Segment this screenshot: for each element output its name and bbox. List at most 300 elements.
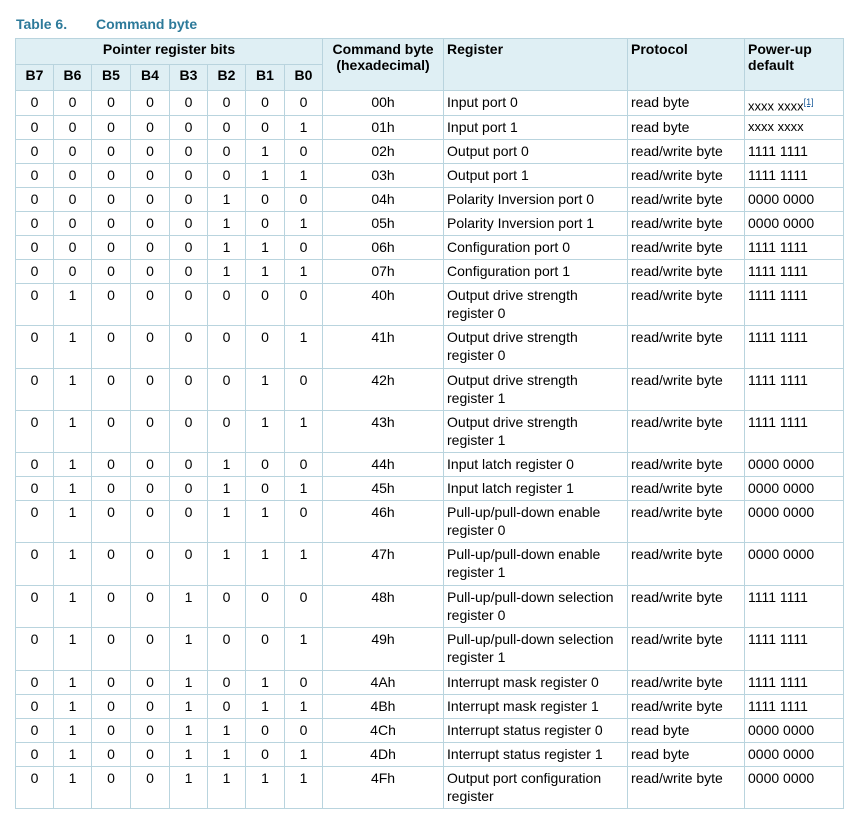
powerup-cell xyxy=(745,719,844,743)
bit-cell: 1 xyxy=(54,326,92,369)
bit-cell: 0 xyxy=(246,284,285,326)
command-cell: 4Dh xyxy=(323,743,444,767)
bit-cell: 0 xyxy=(16,236,54,260)
command-cell: 44h xyxy=(323,453,444,477)
table-row xyxy=(16,501,844,543)
bit-cell: 1 xyxy=(208,543,246,586)
table-row xyxy=(16,369,844,411)
table-row xyxy=(16,212,844,236)
bit-cell: 1 xyxy=(285,695,323,719)
bit-cell: 1 xyxy=(170,628,208,671)
bit-cell: 0 xyxy=(92,743,131,767)
bit-cell: 0 xyxy=(16,212,54,236)
bit-cell: 1 xyxy=(54,671,92,695)
bit-cell: 0 xyxy=(16,284,54,326)
bit-cell: 0 xyxy=(92,501,131,543)
table-row xyxy=(16,91,844,116)
bit-cell: 0 xyxy=(92,671,131,695)
powerup-cell xyxy=(745,628,844,671)
bit-cell: 0 xyxy=(208,284,246,326)
bit-cell: 0 xyxy=(131,164,170,188)
powerup-cell xyxy=(745,284,844,326)
command-byte-table xyxy=(15,38,844,809)
powerup-value: 1111 1111 xyxy=(748,143,808,160)
bit-cell: 0 xyxy=(170,284,208,326)
register-cell: Polarity Inversion port 1 xyxy=(444,212,628,236)
bit-cell: 0 xyxy=(16,543,54,586)
bit-header: B2 xyxy=(208,65,246,91)
bit-cell: 0 xyxy=(131,116,170,140)
bit-cell: 0 xyxy=(54,164,92,188)
bit-cell: 0 xyxy=(208,91,246,116)
bit-cell: 0 xyxy=(208,671,246,695)
command-cell: 02h xyxy=(323,140,444,164)
powerup-cell xyxy=(745,188,844,212)
table-row xyxy=(16,140,844,164)
bit-cell: 0 xyxy=(16,91,54,116)
table-row xyxy=(16,586,844,628)
bit-cell: 0 xyxy=(246,188,285,212)
table-row xyxy=(16,326,844,369)
bit-cell: 1 xyxy=(208,453,246,477)
command-cell: 43h xyxy=(323,411,444,453)
bit-cell: 0 xyxy=(170,212,208,236)
bit-header: B4 xyxy=(131,65,170,91)
bit-cell: 0 xyxy=(170,369,208,411)
command-cell: 4Ch xyxy=(323,719,444,743)
bit-cell: 0 xyxy=(170,140,208,164)
bit-cell: 0 xyxy=(285,586,323,628)
bit-cell: 0 xyxy=(131,501,170,543)
bit-cell: 0 xyxy=(246,453,285,477)
bit-cell: 0 xyxy=(285,236,323,260)
bit-cell: 1 xyxy=(54,411,92,453)
register-cell: Input latch register 0 xyxy=(444,453,628,477)
command-cell: 45h xyxy=(323,477,444,501)
bit-cell: 0 xyxy=(170,116,208,140)
bit-cell: 0 xyxy=(16,326,54,369)
powerup-value: 1111 1111 xyxy=(748,329,808,346)
bit-cell: 0 xyxy=(131,411,170,453)
bit-cell: 0 xyxy=(16,719,54,743)
powerup-cell xyxy=(745,477,844,501)
powerup-value: 0000 0000 xyxy=(748,746,815,763)
bit-header: B7 xyxy=(16,65,54,91)
powerup-cell xyxy=(745,326,844,369)
bit-cell: 1 xyxy=(54,369,92,411)
pointer-bits-header: Pointer register bits xyxy=(16,39,323,65)
protocol-cell: read/write byte xyxy=(628,628,745,671)
bit-cell: 0 xyxy=(131,236,170,260)
powerup-cell xyxy=(745,743,844,767)
bit-cell: 1 xyxy=(246,767,285,809)
bit-cell: 0 xyxy=(131,212,170,236)
bit-cell: 0 xyxy=(92,212,131,236)
table-row xyxy=(16,188,844,212)
protocol-cell: read/write byte xyxy=(628,369,745,411)
table-row xyxy=(16,477,844,501)
table-row xyxy=(16,260,844,284)
bit-cell: 1 xyxy=(246,543,285,586)
register-cell: Output drive strength register 1 xyxy=(444,369,628,411)
bit-cell: 1 xyxy=(208,501,246,543)
bit-cell: 1 xyxy=(285,743,323,767)
bit-cell: 0 xyxy=(208,164,246,188)
bit-cell: 0 xyxy=(131,543,170,586)
powerup-cell xyxy=(745,260,844,284)
bit-cell: 0 xyxy=(92,477,131,501)
bit-header: B0 xyxy=(285,65,323,91)
bit-cell: 0 xyxy=(54,212,92,236)
bit-cell: 0 xyxy=(170,543,208,586)
bit-cell: 1 xyxy=(208,719,246,743)
bit-cell: 1 xyxy=(54,743,92,767)
bit-cell: 0 xyxy=(92,91,131,116)
bit-cell: 1 xyxy=(54,719,92,743)
bit-cell: 0 xyxy=(54,236,92,260)
bit-cell: 0 xyxy=(16,743,54,767)
register-cell: Configuration port 0 xyxy=(444,236,628,260)
powerup-value: 1111 1111 xyxy=(748,631,808,648)
protocol-cell: read/write byte xyxy=(628,411,745,453)
command-cell: 41h xyxy=(323,326,444,369)
bit-cell: 0 xyxy=(16,586,54,628)
protocol-cell: read/write byte xyxy=(628,501,745,543)
bit-cell: 1 xyxy=(54,586,92,628)
table-row xyxy=(16,743,844,767)
bit-cell: 0 xyxy=(92,284,131,326)
bit-cell: 0 xyxy=(92,326,131,369)
register-cell: Input port 1 xyxy=(444,116,628,140)
bit-cell: 0 xyxy=(170,91,208,116)
powerup-value: 1111 1111 xyxy=(748,589,808,606)
register-cell: Output port configuration register xyxy=(444,767,628,809)
table-row xyxy=(16,453,844,477)
powerup-value: 0000 0000 xyxy=(748,546,815,563)
protocol-cell: read/write byte xyxy=(628,586,745,628)
bit-cell: 0 xyxy=(16,260,54,284)
bit-cell: 1 xyxy=(208,477,246,501)
bit-cell: 0 xyxy=(16,140,54,164)
bit-cell: 1 xyxy=(285,164,323,188)
bit-cell: 1 xyxy=(170,767,208,809)
powerup-cell xyxy=(745,91,844,116)
bit-header: B6 xyxy=(54,65,92,91)
bit-cell: 0 xyxy=(208,116,246,140)
bit-cell: 0 xyxy=(246,743,285,767)
table-row xyxy=(16,116,844,140)
table-row xyxy=(16,164,844,188)
bit-cell: 1 xyxy=(54,628,92,671)
bit-cell: 1 xyxy=(170,695,208,719)
protocol-cell: read byte xyxy=(628,91,745,116)
bit-cell: 1 xyxy=(285,543,323,586)
register-cell: Pull-up/pull-down enable register 0 xyxy=(444,501,628,543)
bit-cell: 0 xyxy=(285,719,323,743)
bit-cell: 0 xyxy=(131,140,170,164)
protocol-header: Protocol xyxy=(628,39,745,91)
bit-cell: 1 xyxy=(170,671,208,695)
protocol-cell: read/write byte xyxy=(628,767,745,809)
bit-cell: 0 xyxy=(92,628,131,671)
bit-cell: 0 xyxy=(246,212,285,236)
bit-cell: 0 xyxy=(170,501,208,543)
protocol-cell: read byte xyxy=(628,719,745,743)
powerup-value: 1111 1111 xyxy=(748,287,808,304)
protocol-cell: read/write byte xyxy=(628,671,745,695)
footnote-link[interactable]: [1] xyxy=(803,97,814,107)
protocol-cell: read byte xyxy=(628,743,745,767)
bit-cell: 0 xyxy=(92,164,131,188)
table-body xyxy=(16,91,844,809)
bit-cell: 0 xyxy=(285,188,323,212)
command-cell: 42h xyxy=(323,369,444,411)
bit-cell: 0 xyxy=(92,116,131,140)
register-cell: Pull-up/pull-down enable register 1 xyxy=(444,543,628,586)
bit-cell: 0 xyxy=(54,91,92,116)
protocol-cell: read/write byte xyxy=(628,477,745,501)
protocol-cell: read/write byte xyxy=(628,212,745,236)
bit-cell: 0 xyxy=(131,369,170,411)
bit-cell: 0 xyxy=(170,260,208,284)
bit-cell: 0 xyxy=(16,477,54,501)
command-cell: 01h xyxy=(323,116,444,140)
bit-cell: 0 xyxy=(131,453,170,477)
powerup-value: 1111 1111 xyxy=(748,698,808,715)
command-cell: 4Ah xyxy=(323,671,444,695)
bit-cell: 0 xyxy=(16,411,54,453)
command-cell: 4Fh xyxy=(323,767,444,809)
bit-cell: 1 xyxy=(208,188,246,212)
bit-cell: 0 xyxy=(16,188,54,212)
powerup-value: xxxx xxxx xyxy=(748,119,804,135)
bit-cell: 0 xyxy=(92,140,131,164)
protocol-cell: read/write byte xyxy=(628,453,745,477)
bit-cell: 0 xyxy=(170,188,208,212)
bit-cell: 0 xyxy=(246,326,285,369)
powerup-cell xyxy=(745,501,844,543)
bit-cell: 1 xyxy=(285,767,323,809)
bit-cell: 1 xyxy=(246,671,285,695)
powerup-value: 0000 0000 xyxy=(748,504,815,521)
bit-cell: 0 xyxy=(285,91,323,116)
bit-cell: 0 xyxy=(92,188,131,212)
bit-cell: 1 xyxy=(54,767,92,809)
powerup-cell xyxy=(745,212,844,236)
powerup-value: 1111 1111 xyxy=(748,263,808,280)
table-title: Command byte xyxy=(96,16,198,32)
bit-cell: 1 xyxy=(246,236,285,260)
command-cell: 4Bh xyxy=(323,695,444,719)
bit-cell: 0 xyxy=(285,671,323,695)
bit-cell: 0 xyxy=(208,411,246,453)
bit-cell: 0 xyxy=(285,140,323,164)
bit-cell: 1 xyxy=(208,236,246,260)
protocol-cell: read/write byte xyxy=(628,326,745,369)
bit-cell: 0 xyxy=(54,116,92,140)
table-number: Table 6. xyxy=(16,16,68,32)
bit-cell: 1 xyxy=(246,695,285,719)
bit-cell: 0 xyxy=(92,543,131,586)
table-row xyxy=(16,767,844,809)
command-cell: 07h xyxy=(323,260,444,284)
protocol-cell: read/write byte xyxy=(628,260,745,284)
protocol-cell: read/write byte xyxy=(628,188,745,212)
bit-cell: 1 xyxy=(54,284,92,326)
bit-cell: 0 xyxy=(285,453,323,477)
bit-cell: 0 xyxy=(16,164,54,188)
bit-cell: 0 xyxy=(170,477,208,501)
bit-cell: 0 xyxy=(16,116,54,140)
bit-cell: 0 xyxy=(16,453,54,477)
powerup-cell xyxy=(745,411,844,453)
bit-cell: 0 xyxy=(92,719,131,743)
command-cell: 48h xyxy=(323,586,444,628)
bit-cell: 0 xyxy=(131,628,170,671)
bit-cell: 1 xyxy=(285,411,323,453)
bit-cell: 0 xyxy=(16,501,54,543)
protocol-cell: read/write byte xyxy=(628,695,745,719)
bit-cell: 1 xyxy=(54,453,92,477)
bit-cell: 1 xyxy=(285,628,323,671)
register-cell: Output drive strength register 1 xyxy=(444,411,628,453)
powerup-cell xyxy=(745,164,844,188)
bit-header: B5 xyxy=(92,65,131,91)
table-row xyxy=(16,671,844,695)
powerup-value: 0000 0000 xyxy=(748,770,815,787)
bit-cell: 0 xyxy=(54,140,92,164)
bit-cell: 0 xyxy=(131,260,170,284)
bit-cell: 0 xyxy=(131,671,170,695)
bit-cell: 0 xyxy=(131,767,170,809)
bit-cell: 1 xyxy=(170,743,208,767)
bit-cell: 0 xyxy=(16,767,54,809)
powerup-value: 1111 1111 xyxy=(748,414,808,431)
bit-cell: 0 xyxy=(92,411,131,453)
bit-cell: 0 xyxy=(92,236,131,260)
bit-cell: 1 xyxy=(246,140,285,164)
bit-cell: 0 xyxy=(92,369,131,411)
table-row xyxy=(16,236,844,260)
command-cell: 47h xyxy=(323,543,444,586)
bit-cell: 0 xyxy=(16,695,54,719)
bit-cell: 0 xyxy=(208,326,246,369)
bit-cell: 0 xyxy=(131,743,170,767)
bit-cell: 0 xyxy=(54,260,92,284)
bit-cell: 0 xyxy=(246,116,285,140)
register-cell: Interrupt mask register 0 xyxy=(444,671,628,695)
bit-cell: 0 xyxy=(208,695,246,719)
bit-cell: 0 xyxy=(131,695,170,719)
bit-cell: 1 xyxy=(246,260,285,284)
bit-cell: 0 xyxy=(246,477,285,501)
protocol-cell: read/write byte xyxy=(628,236,745,260)
bit-cell: 1 xyxy=(208,743,246,767)
bit-cell: 0 xyxy=(170,453,208,477)
bit-cell: 1 xyxy=(246,369,285,411)
bit-cell: 1 xyxy=(285,116,323,140)
powerup-value: 1111 1111 xyxy=(748,674,808,691)
bit-cell: 1 xyxy=(208,212,246,236)
powerup-header: Power-up default xyxy=(745,39,844,91)
bit-cell: 0 xyxy=(246,91,285,116)
table-row xyxy=(16,628,844,671)
register-cell: Input latch register 1 xyxy=(444,477,628,501)
bit-cell: 0 xyxy=(16,671,54,695)
register-cell: Polarity Inversion port 0 xyxy=(444,188,628,212)
protocol-cell: read byte xyxy=(628,116,745,140)
bit-cell: 0 xyxy=(208,586,246,628)
protocol-cell: read/write byte xyxy=(628,284,745,326)
command-cell: 06h xyxy=(323,236,444,260)
register-cell: Pull-up/pull-down selection register 1 xyxy=(444,628,628,671)
protocol-cell: read/write byte xyxy=(628,543,745,586)
register-header: Register xyxy=(444,39,628,91)
powerup-value: 0000 0000 xyxy=(748,722,815,739)
bit-cell: 0 xyxy=(246,628,285,671)
bit-cell: 1 xyxy=(54,695,92,719)
bit-cell: 0 xyxy=(16,628,54,671)
powerup-cell xyxy=(745,543,844,586)
powerup-value: 1111 1111 xyxy=(748,167,808,184)
bit-cell: 0 xyxy=(285,284,323,326)
bit-cell: 1 xyxy=(54,543,92,586)
powerup-cell xyxy=(745,767,844,809)
table-row xyxy=(16,284,844,326)
powerup-value: 0000 0000 xyxy=(748,191,815,208)
command-cell: 40h xyxy=(323,284,444,326)
bit-cell: 0 xyxy=(208,369,246,411)
bit-cell: 0 xyxy=(208,140,246,164)
table-caption xyxy=(16,16,197,32)
bit-header: B3 xyxy=(170,65,208,91)
table-row xyxy=(16,411,844,453)
bit-cell: 0 xyxy=(170,326,208,369)
register-cell: Pull-up/pull-down selection register 0 xyxy=(444,586,628,628)
command-cell: 04h xyxy=(323,188,444,212)
bit-cell: 0 xyxy=(92,767,131,809)
register-cell: Interrupt status register 0 xyxy=(444,719,628,743)
bit-cell: 0 xyxy=(131,91,170,116)
command-cell: 49h xyxy=(323,628,444,671)
bit-cell: 1 xyxy=(285,212,323,236)
powerup-value: 0000 0000 xyxy=(748,480,815,497)
powerup-cell xyxy=(745,586,844,628)
powerup-cell xyxy=(745,140,844,164)
powerup-cell xyxy=(745,369,844,411)
bit-cell: 0 xyxy=(170,236,208,260)
bit-cell: 0 xyxy=(208,628,246,671)
bit-cell: 0 xyxy=(92,695,131,719)
bit-cell: 0 xyxy=(131,719,170,743)
command-cell: 46h xyxy=(323,501,444,543)
bit-cell: 0 xyxy=(131,586,170,628)
command-cell: 00h xyxy=(323,91,444,116)
bit-cell: 1 xyxy=(246,164,285,188)
powerup-value: 0000 0000 xyxy=(748,456,815,473)
table-row xyxy=(16,543,844,586)
protocol-cell: read/write byte xyxy=(628,140,745,164)
powerup-value: 1111 1111 xyxy=(748,372,808,389)
bit-cell: 0 xyxy=(246,586,285,628)
bit-cell: 1 xyxy=(285,477,323,501)
bit-cell: 1 xyxy=(208,260,246,284)
bit-cell: 1 xyxy=(54,501,92,543)
bit-cell: 1 xyxy=(246,411,285,453)
bit-cell: 0 xyxy=(92,260,131,284)
powerup-value: 0000 0000 xyxy=(748,215,815,232)
protocol-cell: read/write byte xyxy=(628,164,745,188)
